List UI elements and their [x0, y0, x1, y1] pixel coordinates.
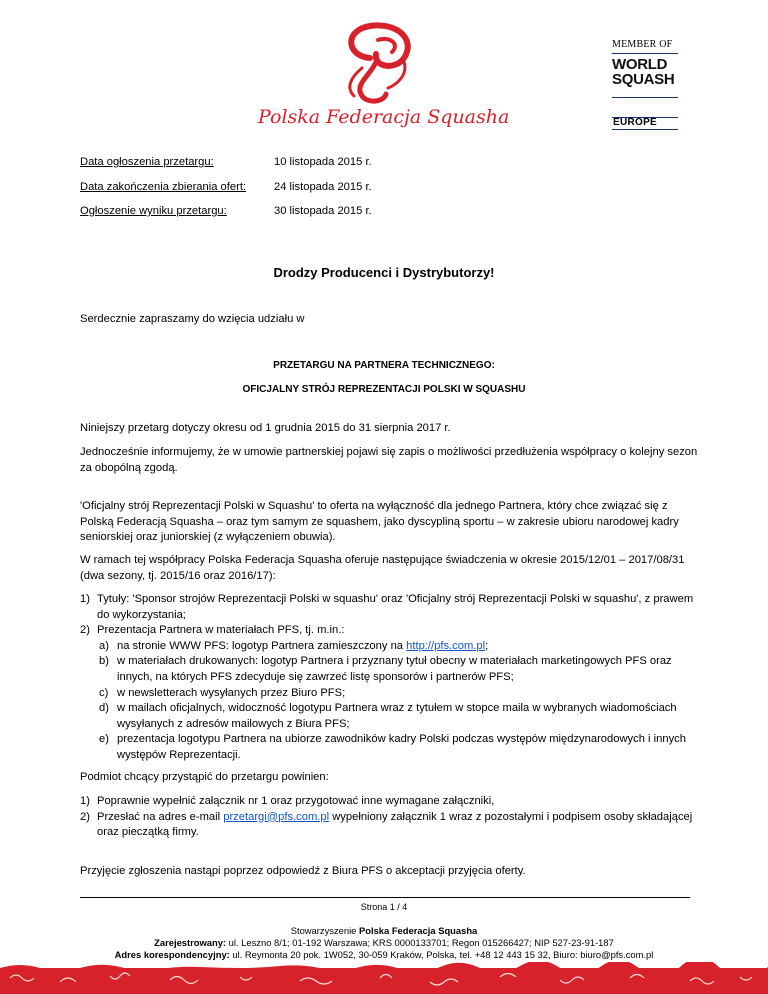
footer-reg-label: Zarejestrowany:	[154, 937, 227, 948]
requirements-intro: Podmiot chcący przystąpić do przetargu powinien:	[80, 771, 329, 783]
sub-item-text: na stronie WWW PFS: logotyp Partnera zamieszczony na	[117, 639, 407, 652]
pfs-website-link[interactable]: http://pfs.com.pl	[406, 639, 486, 652]
sub-list-item	[80, 654, 700, 685]
date-result-label: Ogłoszenie wyniku przetargu:	[80, 205, 227, 217]
benefits-intro-text: W ramach tej współpracy Polska Federacja Squasha oferuje następujące świadczenia w okresie 2015/12/01 – 2017/08/31 (dwa sezony, tj. 2015/16 oraz 2016/17):	[80, 554, 685, 582]
footer-assoc-name: Polska Federacja Squasha	[358, 925, 478, 936]
list-letter: a)	[99, 639, 109, 652]
date-deadline-label: Data zakończenia zbierania ofert:	[80, 181, 247, 193]
list-letter: b)	[99, 655, 109, 668]
tender-email-link[interactable]: przetargi@pfs.com.pl	[223, 810, 330, 823]
sub-list-item	[80, 639, 700, 655]
list-item	[80, 592, 700, 623]
world-label: WORLD	[612, 56, 668, 73]
extension-text: Jednocześnie informujemy, że w umowie partnerskiej pojawi się zapis o możliwości przedłużenia współpracy o kolejny sezon za obopólną zgodą.	[80, 446, 698, 474]
list-number: 1)	[80, 795, 90, 807]
ws-bottom-line	[612, 97, 678, 98]
date-result-value: 30 listopada 2015 r.	[274, 205, 372, 217]
date-deadline-value: 24 listopada 2015 r.	[274, 181, 372, 193]
greeting-heading: Drodzy Producenci i Dystrybutorzy!	[273, 265, 495, 280]
footer-registered	[0, 937, 768, 949]
ws-top-line	[612, 53, 678, 54]
offer-text: 'Oficjalny strój Reprezentacji Polski w Squashu' to oferta na wyłączność dla jednego Partnera, który chce związać się z Polską Federacją Squasha – oraz tym samym ze squashem, jako dyscypliną sportu – w zakresie ubioru narodowej kadry seniorskiej oraz juniorskiej (z wyłączeniem obuwia).	[80, 500, 679, 544]
benefit-presentation-text: Prezentacja Partnera w materiałach PFS, tj. m.in.:	[97, 624, 345, 637]
list-letter: d)	[99, 702, 109, 715]
pfs-emblem-icon	[258, 18, 508, 108]
footer-addr-text: ul. Reymonta 20 pok. 1W052, 30-059 Kraków, Polska, tel. +48 12 443 15 32, Biuro: biuro@pfs.com.pl	[229, 949, 654, 960]
europe-label: EUROPE	[613, 117, 658, 128]
invite-text: Serdecznie zapraszamy do wzięcia udziału w	[80, 313, 305, 325]
requirement-text: Poprawnie wypełnić załącznik nr 1 oraz przygotować inne wymagane załączniki,	[97, 795, 495, 807]
acceptance-text: Przyjęcie zgłoszenia nastąpi poprzez odpowiedź z Biura PFS o akceptacji przyjęcia oferty.	[80, 865, 526, 877]
list-number: 2)	[80, 810, 90, 823]
list-number: 2)	[80, 624, 90, 637]
list-number: 1)	[80, 593, 90, 605]
sub-list-item	[80, 686, 700, 702]
list-item	[80, 794, 700, 810]
squash-label: SQUASH	[612, 71, 675, 88]
list-item	[80, 810, 700, 841]
footer-assoc-prefix: Stowarzyszenie	[290, 925, 359, 936]
requirement-text: Przesłać na adres e-mail	[97, 810, 224, 823]
decorative-red-band	[0, 962, 768, 994]
sub-list-item	[80, 701, 700, 732]
footer-addr-label: Adres korespondencyjny:	[114, 949, 230, 960]
list-letter: c)	[99, 686, 109, 699]
footer-reg-text: ul. Leszno 8/1; 01-192 Warszawa; KRS 0000133701; Regon 015266427; NIP 527-23-91-187	[226, 937, 614, 948]
tender-title-line2: OFICJALNY STRÓJ REPREZENTACJI POLSKI W SQUASHU	[242, 384, 526, 395]
benefits-list	[80, 592, 700, 764]
sub-list-item	[80, 732, 700, 763]
sub-item-suffix: ;	[485, 639, 489, 652]
page-number: Strona 1 / 4	[360, 902, 408, 912]
footer-address	[0, 949, 768, 961]
sub-item-text: w newsletterach wysyłanych przez Biuro PFS;	[117, 686, 346, 699]
list-item	[80, 623, 700, 639]
date-announcement-label: Data ogłoszenia przetargu:	[80, 156, 214, 168]
footer-association	[0, 925, 768, 937]
member-of-label: MEMBER OF	[612, 39, 673, 50]
sub-item-text: w materiałach drukowanych: logotyp Partnera i przyznany tytuł obecny w materiałach marketingowych PFS oraz innych, na których PFS zdecyduje się zawrzeć listę sponsorów i partnerów PFS;	[117, 655, 672, 683]
requirement-suffix: wypełniony załącznik 1 wraz z pozostałymi i podpisem osoby składającej oraz pieczątką firmy.	[97, 810, 693, 839]
benefits-intro-paragraph	[80, 553, 700, 584]
tender-title-line1: PRZETARGU NA PARTNERA TECHNICZNEGO:	[273, 360, 495, 371]
extension-paragraph	[80, 445, 700, 476]
offer-paragraph	[80, 499, 700, 546]
list-letter: e)	[99, 733, 109, 746]
sub-item-text: prezentacja logotypu Partnera na ubiorze zawodników kadry Polski podczas występów międzynarodowych i innych występów Reprezentacji.	[117, 733, 686, 761]
pfs-logo	[258, 18, 508, 138]
period-text: Niniejszy przetarg dotyczy okresu od 1 grudnia 2015 do 31 sierpnia 2017 r.	[80, 422, 451, 434]
requirements-list	[80, 794, 700, 841]
benefit-titles-text: Tytuły: 'Sponsor strojów Reprezentacji Polski w squashu' oraz 'Oficjalny strój Reprezentacji Polski w squashu', z prawem do wykorzystania;	[97, 593, 694, 621]
date-announcement-value: 10 listopada 2015 r.	[274, 156, 372, 168]
sub-item-text: w mailach oficjalnych, widoczność logotypu Partnera wraz z tytułem w stopce maila w wybranych wiadomościach wysyłanych z adresów mailowych z Biura PFS;	[117, 702, 677, 730]
logo-text: Polska Federacja Squasha	[258, 106, 510, 128]
footer-divider	[80, 897, 690, 898]
